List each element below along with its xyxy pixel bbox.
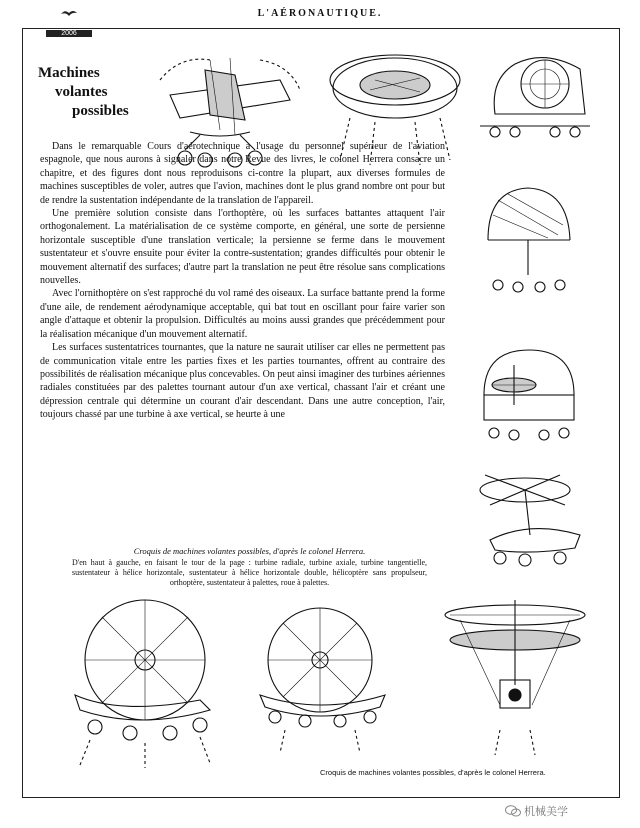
- article-body: [40, 140, 445, 422]
- tangential-turbine-figure: [475, 44, 595, 139]
- logo-year: 2006: [46, 30, 92, 37]
- helicopter-figure: [470, 460, 600, 570]
- caption-title: Croquis de machines volantes possibles, d'après le colonel Herrera.: [133, 546, 366, 556]
- axial-turbine-figure: [325, 40, 465, 170]
- radial-turbine-figure: [150, 40, 310, 170]
- wechat-icon: [505, 805, 521, 817]
- journal-header: L'AÉRONAUTIQUE.: [257, 8, 383, 19]
- bottom-caption: Croquis de machines volantes possibles, d'après le colonel Herrera.: [320, 768, 546, 777]
- paddle-wheel-figure: [440, 595, 590, 760]
- horizontal-propeller-figure: [478, 180, 578, 295]
- paragraph-3: Avec l'ornithoptère on s'est rapproché du vol ramé des oiseaux. La surface battante prend la forme d'une aile, de rendement aérodynamique acceptable, qui bat tout en oscillant pour faire varier son angle d'attaque et obtenir la propulsion. Difficultés au moins aussi grandes que précédemment pour la réalisation mécanique d'un mouvement alternatif.: [40, 288, 445, 340]
- caption-description: D'en haut à gauche, en faisant le tour de la page : turbine radiale, turbine axiale, turbine tangentielle, sustentateur à hélice horizontale, sustentateur à hélice horizontale double, hélicoptère sans propulseur, orthoptère, sustentateur à palettes, roue à palettes.: [72, 558, 427, 587]
- paragraph-2: Une première solution consiste dans l'orthoptère, où les surfaces battantes attaquent l'air orthogonalement. La matérialisation de ce système comporte, en général, une sorte de persienne horizontale susceptible d'une translation verticale; la persienne se ferme dans le mouvement sustentateur et s'ouvre ensuite pour éviter la contre-sustentation; grandes difficultés pour obtenir le mouvement alternatif des surfaces; d'autre part la translation ne peut être résolue sans complications nouvelles.: [40, 208, 445, 287]
- paragraph-4: Les surfaces sustentatrices tournantes, que la nature ne saurait utiliser car elles ne permettent pas de communication vitale entre les parties fixes et les parties tournantes, offrent au contraire des possibilités de réalisation mécanique plus concevables. On peut ainsi imaginer des turbines aériennes radiales constituées par des palettes tournant autour d'un axe vertical, chassant l'air et créant une dépression centrale qui détermine un courant d'air descendant. Dans une autre conception, l'air, toujours chassé par une turbine à axe vertical, se heurte à une: [40, 342, 445, 421]
- title-line-3: possibles: [72, 103, 129, 119]
- watermark: [505, 803, 568, 819]
- title-line-2: volantes: [55, 84, 108, 100]
- paragraph-1: Dans le remarquable Cours d'aérotechnique à l'usage du personnel supérieur de l'aviation espagnole, que nous aurons à signaler dans notre Revue des livres, le colonel Herrera consacre un chapitre, et des figures dont nous reproduisons ci-contre la plupart, aux diverses formules de machines susceptibles de voler, autres que l'avion, machines dont le plus grand nombre ont pour but de rendre la sustentation indépendante de la translation de l'appareil.: [40, 141, 445, 206]
- paddle-lifter-figure: [245, 595, 395, 755]
- double-propeller-figure: [474, 345, 584, 445]
- orthopter-figure: [50, 585, 230, 770]
- title-line-1: Machines: [38, 65, 100, 81]
- figure-caption: [72, 546, 427, 588]
- article-title: [38, 64, 138, 121]
- watermark-text: 机械美学: [524, 805, 568, 818]
